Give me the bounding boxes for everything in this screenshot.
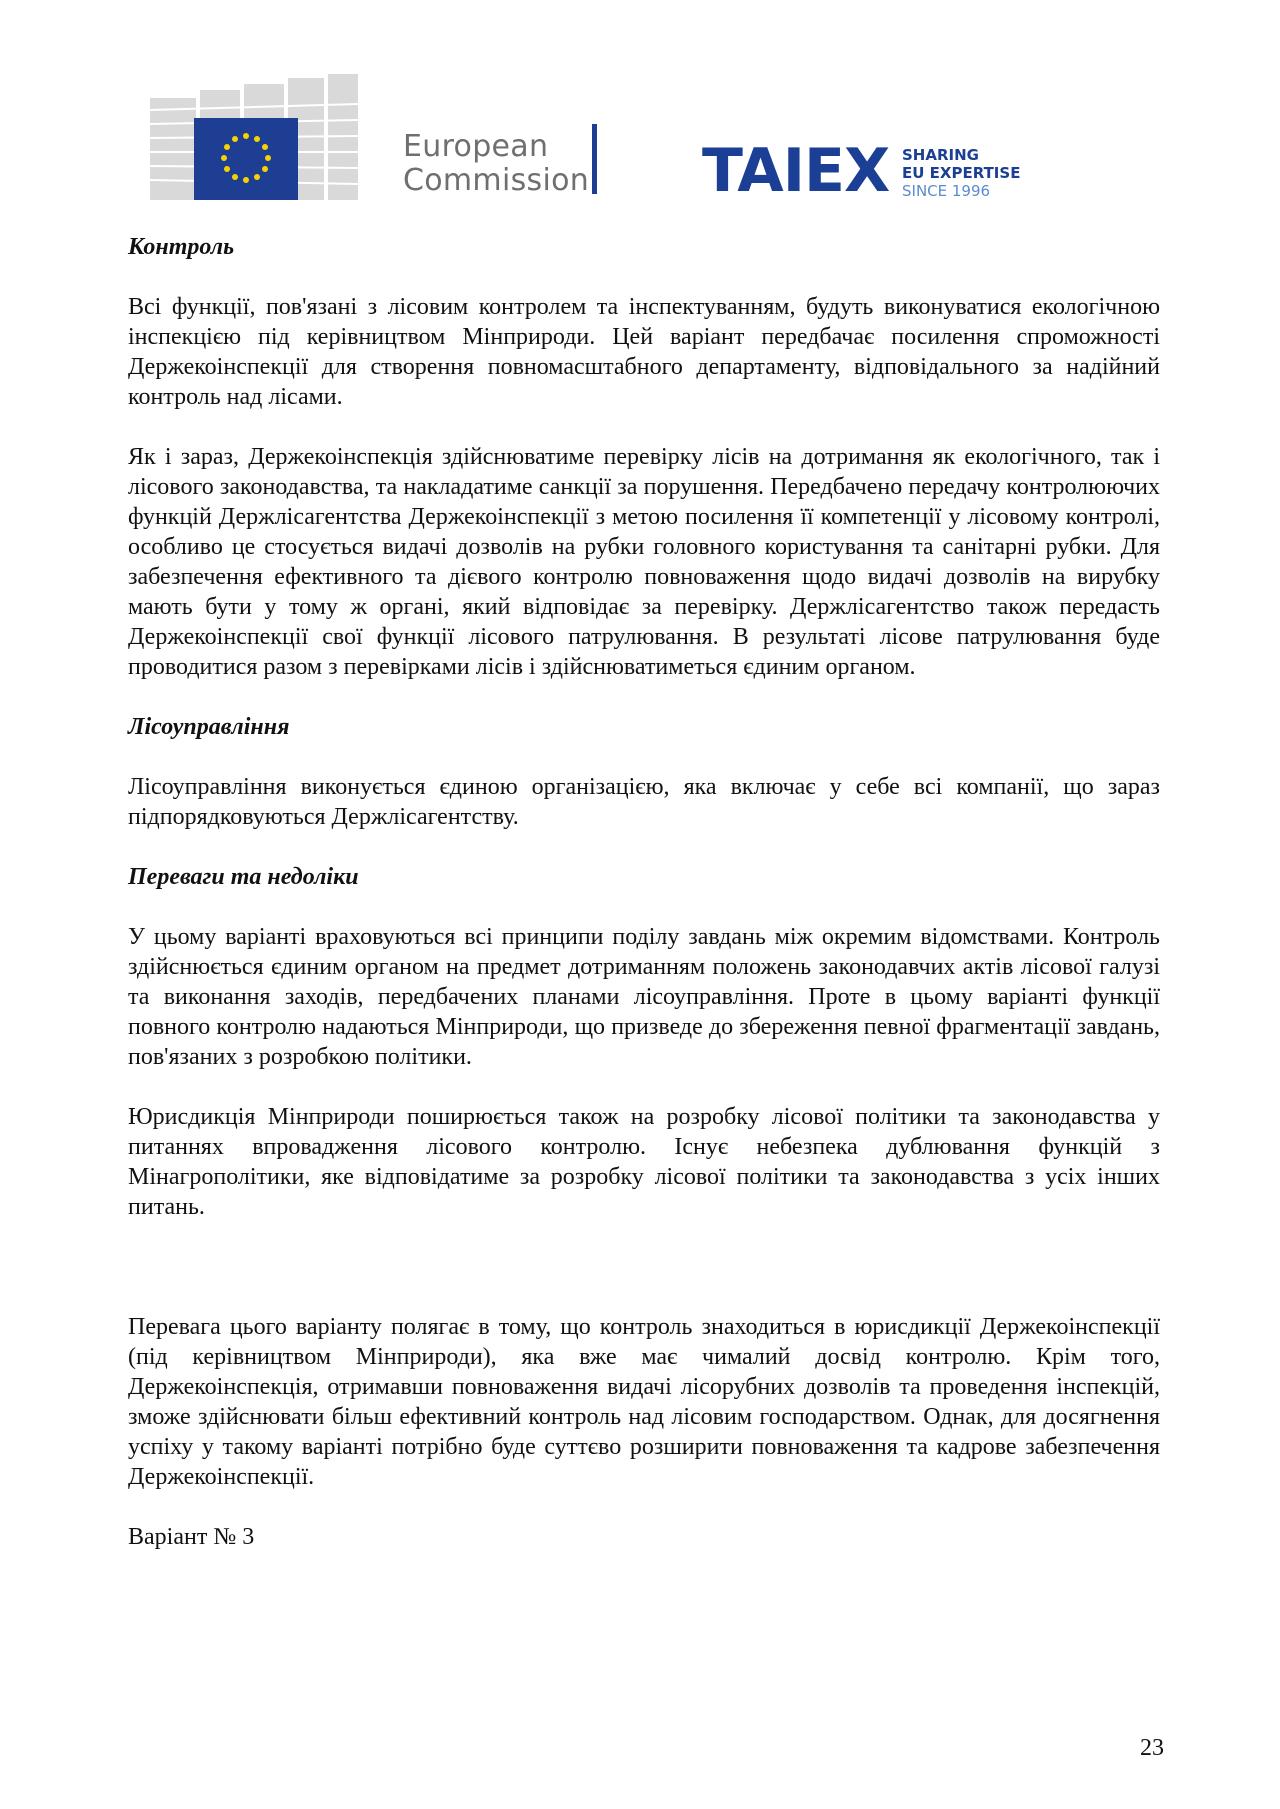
ec-divider-bar — [592, 124, 597, 194]
taiex-tag-line2: EU EXPERTISE — [902, 164, 1021, 182]
spacer — [128, 832, 1160, 862]
spacer — [128, 1492, 1160, 1522]
document-body — [128, 220, 1160, 1552]
spacer — [128, 742, 1160, 772]
taiex-wordmark: TAIEX — [702, 136, 890, 206]
section-heading-pros-cons: Переваги та недоліки — [128, 864, 359, 890]
paragraph-forest-management-1: Лісоуправління виконується єдиною організацією, яка включає у себе всі компанії, що зараз підпорядковуються Держлісагентству. — [128, 774, 1160, 830]
spacer — [128, 412, 1160, 442]
section-heading-control: Контроль — [128, 234, 235, 260]
paragraph-pros-cons-2: Юрисдикція Мінприроди поширюється також на розробку лісової політики та законодавства у питаннях впровадження лісового контролю. Існує небезпека дублювання функцій з Мінагрополітики, яке відповідатиме за розробку лісової політики та законодавства з усіх інших питань. — [128, 1104, 1160, 1220]
taiex-tagline — [902, 146, 1020, 200]
european-commission-logo — [150, 74, 610, 204]
ec-logo-text — [403, 130, 589, 198]
taiex-tag-line3: SINCE 1996 — [902, 182, 991, 200]
ec-logo-line2: Commission — [403, 163, 590, 198]
paragraph-control-1: Всі функції, пов'язані з лісовим контролем та інспектуванням, будуть виконуватися екологічною інспекцією під керівництвом Мінприроди. Цей варіант передбачає посилення спроможності Держекоінспекції для створення повномасштабного департаменту, відповідального за надійний контроль над лісами. — [128, 294, 1160, 410]
ec-building-graphic — [150, 74, 395, 200]
paragraph-control-2: Як і зараз, Держекоінспекція здійснюватиме перевірку лісів на дотримання як екологічного, так і лісового законодавства, та накладатиме санкції за порушення. Передбачено передачу контролюючих функцій Держлісагентства Держекоінспекції з метою посилення її компетенції у лісовому контролі, особливо це стосується видачі дозволів на рубки головного користування та санітарні рубки. Для забезпечення ефективного та дієвого контролю повноваження щодо видачі дозволів на вирубку мають бути у тому ж органі, який відповідає за перевірку. Держлісагентство також передасть Держекоінспекції свої функції лісового патрулювання. В результаті лісове патрулювання буде проводитися разом з перевірками лісів і здійснюватиметься єдиним органом. — [128, 444, 1160, 680]
spacer — [128, 262, 1160, 292]
page-number: 23 — [1140, 1735, 1164, 1761]
spacer — [128, 1222, 1160, 1312]
paragraph-pros-cons-1: У цьому варіанті враховуються всі принципи поділу завдань між окремим відомствами. Контроль здійснюється єдиним органом на предмет дотриманням положень законодавчих актів лісової галузі та виконання заходів, передбачених планами лісоуправління. Проте в цьому варіанті функції повного контролю надаються Мінприроди, що призведе до збереження певної фрагментації завдань, пов'язаних з розробкою політики. — [128, 924, 1160, 1070]
ec-logo-line1: European — [403, 129, 549, 164]
taiex-tag-line1: SHARING — [902, 146, 979, 164]
spacer — [128, 1072, 1160, 1102]
section-heading-forest-management: Лісоуправління — [128, 714, 290, 740]
eu-flag — [194, 118, 298, 200]
variant-label: Варіант № 3 — [128, 1524, 255, 1550]
taiex-logo — [702, 138, 1042, 208]
page-header — [150, 74, 1030, 204]
spacer — [128, 682, 1160, 712]
paragraph-pros-cons-3: Перевага цього варіанту полягає в тому, що контроль знаходиться в юрисдикції Держекоінспекції (під керівництвом Мінприроди), яка вже має чималий досвід контролю. Крім того, Держекоінспекція, отримавши повноваження видачі лісорубних дозволів та проведення інспекцій, зможе здійснювати більш ефективний контроль над лісовим господарством. Однак, для досягнення успіху у такому варіанті потрібно буде суттєво розширити повноваження та кадрове забезпечення Держекоінспекції. — [128, 1314, 1160, 1490]
spacer — [128, 892, 1160, 922]
